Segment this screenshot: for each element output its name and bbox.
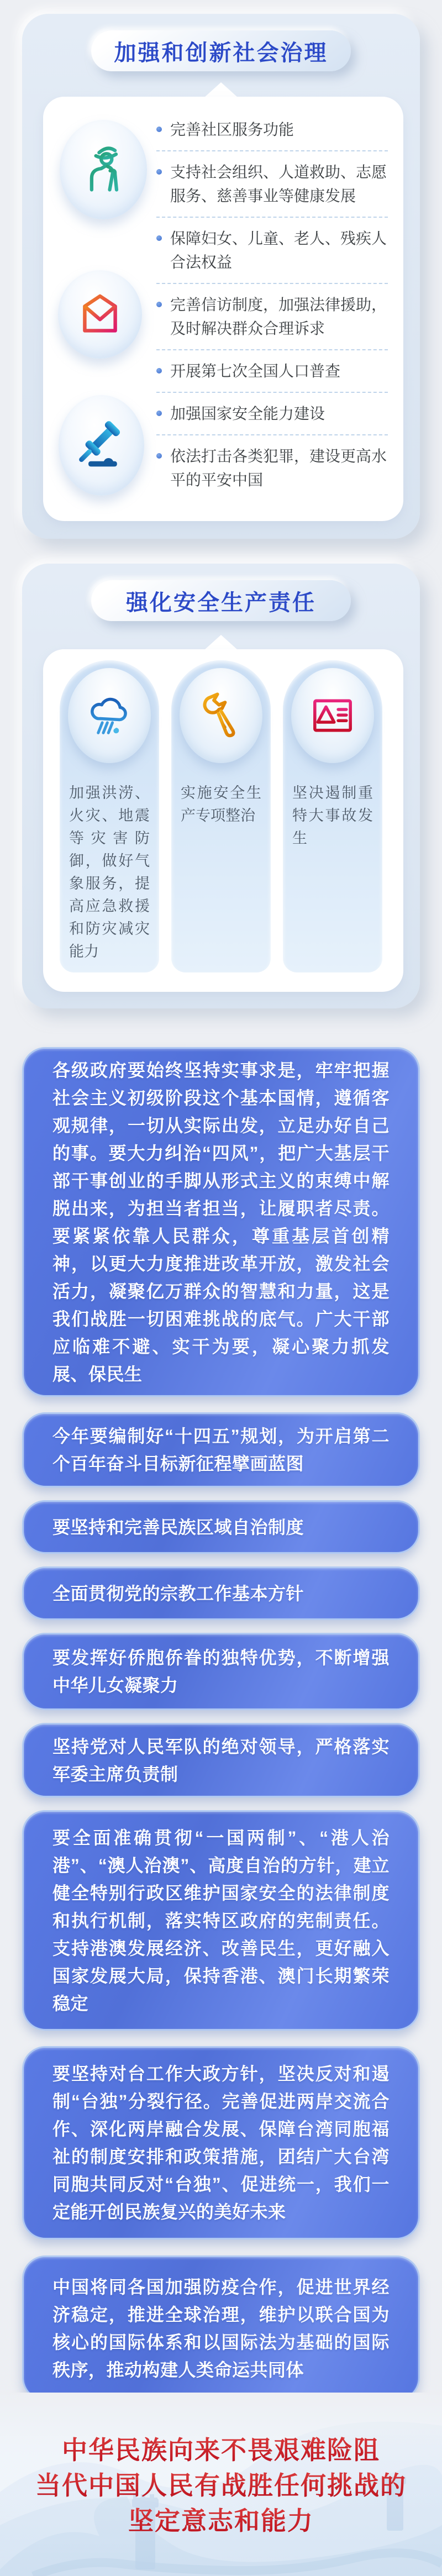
column-text: 实施安全生产专项整治 [181, 785, 261, 824]
highlight-text: 中国将同各国加强防疫合作，促进世界经济稳定，推进全球治理，维护以联合国为核心的国际体系和以国际法为基础的国际秩序，推动构建人类命运共同体 [52, 2277, 390, 2380]
safety-columns [60, 660, 382, 972]
list-item: 加强国家安全能力建设 [156, 402, 388, 425]
highlight-card [22, 2046, 420, 2239]
section-title: 强化安全生产责任 [126, 590, 316, 615]
dashed-divider [156, 434, 388, 435]
safety-column [60, 660, 159, 972]
highlight-card [22, 1047, 420, 1397]
wrench-icon [180, 668, 262, 763]
storm-rain-icon [68, 668, 151, 763]
list-item: 保障妇女、儿童、老人、残疾人合法权益 [156, 227, 388, 274]
highlight-card [22, 2256, 420, 2401]
section-body-card [43, 649, 403, 992]
bullet-dot-icon [156, 169, 162, 175]
footer-slogan-line: 中华民族向来不畏艰难险阻 [0, 2430, 442, 2467]
list-item: 开展第七次全国人口普查 [156, 359, 388, 383]
section-title-pill [91, 30, 351, 71]
envelope-icon [58, 270, 142, 359]
list-item: 完善社区服务功能 [156, 118, 388, 141]
highlight-text: 坚持党对人民军队的绝对领导，严格落实军委主席负责制 [52, 1736, 390, 1784]
highlight-card [22, 1633, 420, 1710]
column-text: 加强洪涝、火灾、地震等灾害防御，做好气象服务，提高应急救援和防灾减灾能力 [69, 785, 150, 960]
highlight-text: 要坚持和完善民族区域自治制度 [52, 1517, 304, 1537]
bullet-list [156, 118, 388, 492]
highlight-text: 要坚持对台工作大政方针，坚决反对和遏制“台独”分裂行径。完善促进两岸交流合作、深化两岸融合发展、保障台湾同胞福祉的制度安排和政策措施，团结广大台湾同胞共同反对“台独”、促进统一，我们一定能开创民族复兴的美好未来 [52, 2064, 390, 2222]
highlight-text: 今年要编制好“十四五”规划，为开启第二个百年奋斗目标新征程擘画蓝图 [52, 1426, 390, 1474]
gavel-icon [59, 395, 144, 496]
column-text: 坚决遏制重特大事故发生 [292, 785, 373, 847]
list-item: 支持社会组织、人道救助、志愿服务、慈善事业等健康发展 [156, 160, 388, 208]
bullet-dot-icon [156, 127, 162, 132]
section-body-card [43, 97, 403, 521]
bullet-dot-icon [156, 368, 162, 374]
elder-person-icon [60, 120, 147, 219]
dashed-divider [156, 283, 388, 284]
section-work-safety [22, 564, 420, 1008]
bullet-dot-icon [156, 302, 162, 307]
bullet-dot-icon [156, 453, 162, 459]
highlight-card [22, 1566, 420, 1620]
highlight-text: 各级政府要始终坚持实事求是，牢牢把握社会主义初级阶段这个基本国情，遵循客观规律，一切从实际出发，立足办好自己的事。要大力纠治“四风”，把广大基层干部干事创业的手脚从形式主义的束缚中解脱出来，为担当者担当，让履职者尽责。要紧紧依靠人民群众，尊重基层首创精神，以更大力度推进改革开放，激发社会活力，凝聚亿万群众的智慧和力量，这是我们战胜一切困难挑战的底气。广大干部应临难不避、实干为要，凝心聚力抓发展、保民生 [52, 1060, 390, 1384]
highlight-card [22, 1500, 420, 1554]
footer-slogan-line: 当代中国人民有战胜任何挑战的 [0, 2465, 442, 2502]
highlight-text: 要发挥好侨胞侨眷的独特优势，不断增强中华儿女凝聚力 [52, 1648, 390, 1695]
dashed-divider [156, 150, 388, 151]
pointer-notch [204, 635, 238, 650]
section-title: 加强和创新社会治理 [114, 40, 328, 65]
highlight-card [22, 1723, 420, 1797]
section-social-governance [22, 14, 420, 539]
highlight-card [22, 1412, 420, 1487]
footer-slogan-line: 坚定意志和能力 [0, 2501, 442, 2537]
accident-warning-icon [291, 668, 374, 763]
list-item: 完善信访制度，加强法律援助，及时解决群众合理诉求 [156, 293, 388, 340]
bullet-dot-icon [156, 235, 162, 241]
highlight-card [22, 1810, 420, 2031]
safety-column [283, 660, 382, 972]
dashed-divider [156, 217, 388, 218]
list-item: 依法打击各类犯罪，建设更高水平的平安中国 [156, 444, 388, 492]
bullet-dot-icon [156, 411, 162, 416]
highlight-text: 全面贯彻党的宗教工作基本方针 [52, 1583, 304, 1604]
highlight-text: 要全面准确贯彻“一国两制”、“港人治港”、“澳人治澳”、高度自治的方针，建立健全特别行政区维护国家安全的法律制度和执行机制，落实特区政府的宪制责任。支持港澳发展经济、改善民生，更好融入国家发展大局，保持香港、澳门长期繁荣稳定 [52, 1827, 390, 2014]
section-title-pill [91, 580, 351, 621]
pointer-notch [204, 82, 238, 97]
dashed-divider [156, 392, 388, 393]
dashed-divider [156, 349, 388, 350]
safety-column [171, 660, 271, 972]
